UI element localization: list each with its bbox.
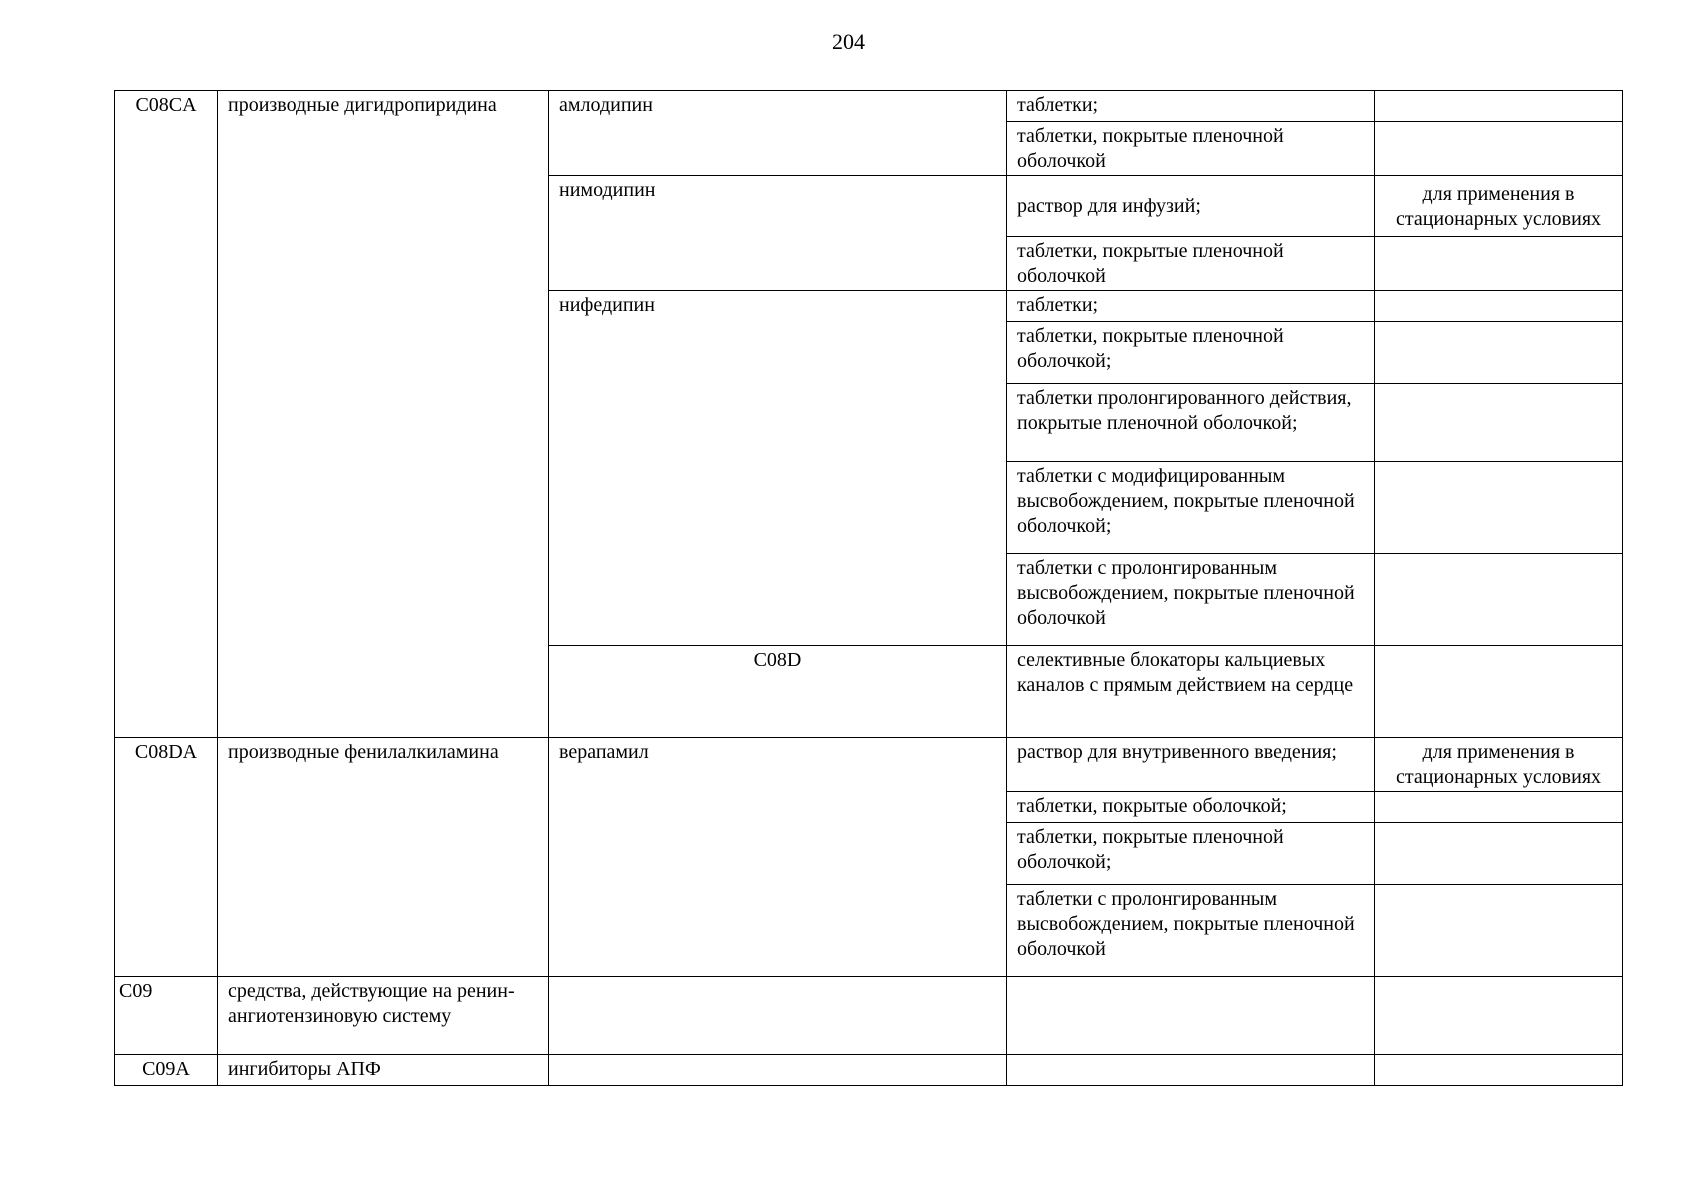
note-cell: для применения в стационарных условиях xyxy=(1375,738,1623,792)
atc-code-cell: C09 xyxy=(115,977,218,1055)
drug-name-cell xyxy=(549,1055,1007,1086)
group-name-cell: производные фенилалкиламина xyxy=(218,738,549,977)
dosage-form-cell: раствор для инфузий; xyxy=(1007,176,1375,237)
table-row xyxy=(115,91,1623,122)
note-cell xyxy=(1375,792,1623,823)
dosage-form-cell: таблетки с пролонгированным высвобождением, покрытые пленочной оболочкой xyxy=(1007,885,1375,977)
note-cell xyxy=(1375,885,1623,977)
note-cell xyxy=(1375,977,1623,1055)
dosage-form-cell xyxy=(1007,1055,1375,1086)
group-name-cell: производные дигидропиридина xyxy=(218,91,549,738)
note-cell xyxy=(1375,322,1623,384)
note-cell xyxy=(1375,554,1623,646)
group-name-cell: ингибиторы АПФ xyxy=(218,1055,549,1086)
atc-code-cell: C08DA xyxy=(115,738,218,977)
dosage-form-cell: таблетки; xyxy=(1007,91,1375,122)
dosage-form-cell: таблетки, покрытые оболочкой; xyxy=(1007,792,1375,823)
dosage-form-cell: таблетки пролонгированного действия, покрытые пленочной оболочкой; xyxy=(1007,384,1375,462)
dosage-form-cell: таблетки с пролонгированным высвобождением, покрытые пленочной оболочкой xyxy=(1007,554,1375,646)
drug-name-cell: амлодипин xyxy=(549,91,1007,176)
atc-code-cell: C08D xyxy=(549,646,1007,738)
atc-code-cell: C09A xyxy=(115,1055,218,1086)
note-cell xyxy=(1375,291,1623,322)
table-row xyxy=(115,1055,1623,1086)
note-cell xyxy=(1375,91,1623,122)
drug-name-cell xyxy=(549,977,1007,1055)
page-number: 204 xyxy=(832,29,865,54)
dosage-form-cell: таблетки; xyxy=(1007,291,1375,322)
drug-name-cell: нифедипин xyxy=(549,291,1007,646)
drug-name-cell xyxy=(1375,646,1623,738)
note-cell xyxy=(1375,237,1623,291)
dosage-form-cell: таблетки, покрытые пленочной оболочкой xyxy=(1007,237,1375,291)
dosage-form-cell: таблетки с модифицированным высвобождением, покрытые пленочной оболочкой; xyxy=(1007,462,1375,554)
note-cell xyxy=(1375,462,1623,554)
group-name-cell: селективные блокаторы кальциевых каналов с прямым действием на сердце xyxy=(1007,646,1375,738)
atc-code-cell: C08CA xyxy=(115,91,218,738)
note-cell xyxy=(1375,823,1623,885)
dosage-form-cell: таблетки, покрытые пленочной оболочкой; xyxy=(1007,823,1375,885)
table-row xyxy=(115,977,1623,1055)
drug-name-cell: нимодипин xyxy=(549,176,1007,291)
dosage-form-cell: таблетки, покрытые пленочной оболочкой xyxy=(1007,122,1375,176)
note-cell xyxy=(1375,122,1623,176)
dosage-form-cell xyxy=(1007,977,1375,1055)
note-cell xyxy=(1375,1055,1623,1086)
drug-name-cell: верапамил xyxy=(549,738,1007,977)
table-row xyxy=(115,738,1623,792)
medication-table xyxy=(114,90,1623,1086)
dosage-form-cell: таблетки, покрытые пленочной оболочкой; xyxy=(1007,322,1375,384)
group-name-cell: средства, действующие на ренин-ангиотензиновую систему xyxy=(218,977,549,1055)
note-cell xyxy=(1375,384,1623,462)
dosage-form-cell: раствор для внутривенного введения; xyxy=(1007,738,1375,792)
note-cell: для применения в стационарных условиях xyxy=(1375,176,1623,237)
